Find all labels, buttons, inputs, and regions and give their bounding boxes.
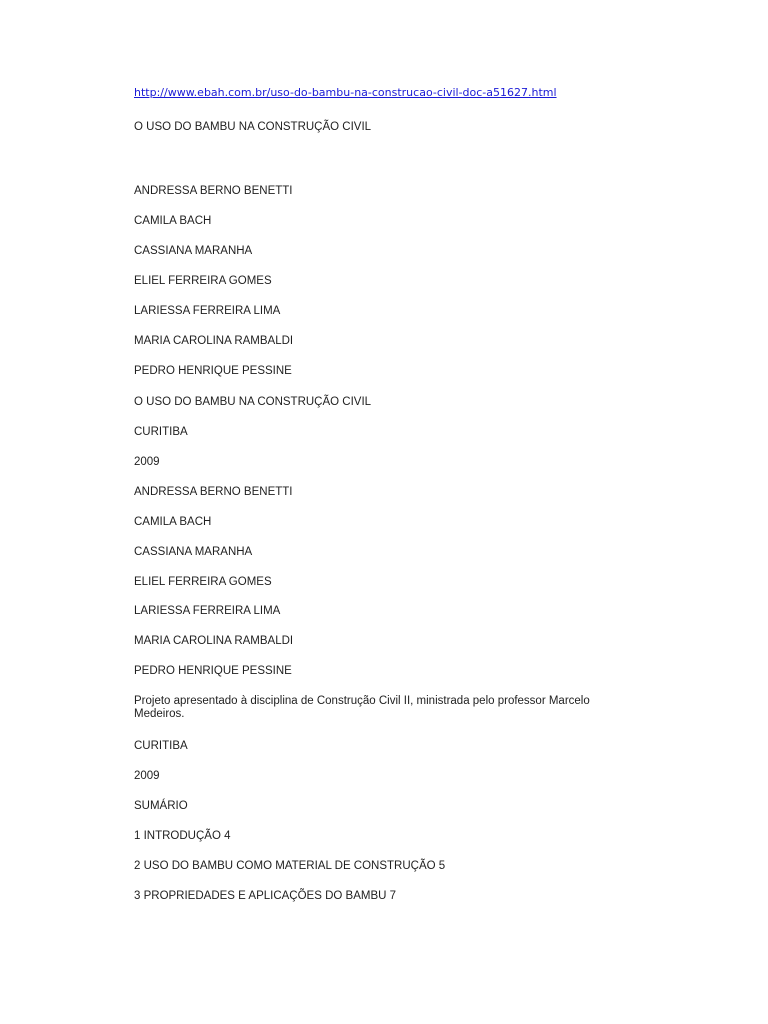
toc-entry: 2 USO DO BAMBU COMO MATERIAL DE CONSTRUÇÃO 5 (134, 860, 446, 872)
author-name: ANDRESSA BERNO BENETTI (134, 185, 293, 197)
title-page-city: CURITIBA (134, 740, 188, 752)
author-name: MARIA CAROLINA RAMBALDI (134, 335, 294, 347)
author-name: LARIESSA FERREIRA LIMA (134, 305, 281, 317)
cover-city: CURITIBA (134, 426, 188, 438)
cover-year: 2009 (134, 456, 160, 468)
author-name: PEDRO HENRIQUE PESSINE (134, 365, 292, 377)
toc-heading: SUMÁRIO (134, 800, 188, 812)
author-name: ANDRESSA BERNO BENETTI (134, 486, 293, 498)
project-description: Projeto apresentado à disciplina de Construção Civil II, ministrada pelo professor Marcelo Medeiros. (134, 695, 590, 720)
author-name: CAMILA BACH (134, 215, 212, 227)
author-name: PEDRO HENRIQUE PESSINE (134, 665, 292, 677)
author-name: MARIA CAROLINA RAMBALDI (134, 635, 294, 647)
cover-title: O USO DO BAMBU NA CONSTRUÇÃO CIVIL (134, 396, 372, 408)
title-page-year: 2009 (134, 770, 160, 782)
author-name: ELIEL FERREIRA GOMES (134, 275, 272, 287)
toc-entry: 3 PROPRIEDADES E APLICAÇÕES DO BAMBU 7 (134, 890, 397, 902)
author-name: CASSIANA MARANHA (134, 546, 253, 558)
document-title: O USO DO BAMBU NA CONSTRUÇÃO CIVIL (134, 121, 372, 133)
author-name: CASSIANA MARANHA (134, 245, 253, 257)
author-name: CAMILA BACH (134, 516, 212, 528)
author-name: LARIESSA FERREIRA LIMA (134, 605, 281, 617)
source-link[interactable]: http://www.ebah.com.br/uso-do-bambu-na-construcao-civil-doc-a51627.html (134, 86, 557, 99)
author-name: ELIEL FERREIRA GOMES (134, 576, 272, 588)
toc-entry: 1 INTRODUÇÃO 4 (134, 830, 231, 842)
